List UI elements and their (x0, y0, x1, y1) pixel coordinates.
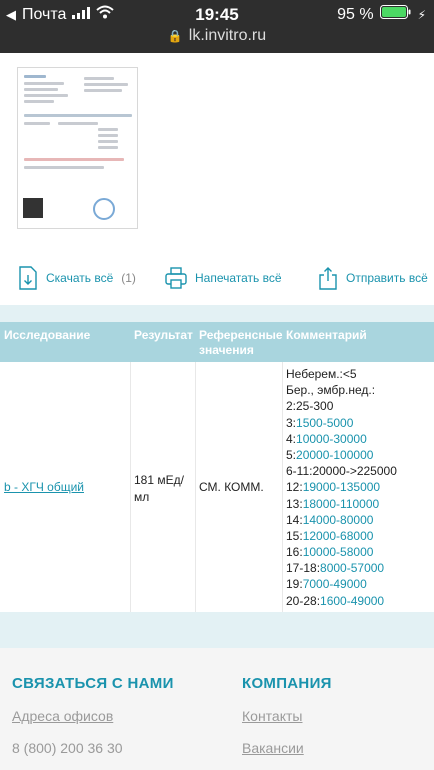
print-all-button[interactable] (165, 262, 282, 294)
battery-icon (380, 5, 412, 24)
comment-line (286, 512, 432, 528)
doc-logo-line (24, 75, 46, 78)
doc-line (84, 83, 128, 86)
doc-line (98, 140, 118, 143)
comment-label: 15: (286, 528, 303, 543)
phone-number[interactable]: 8 (800) 200 36 30 (12, 740, 123, 756)
comment-line (286, 398, 432, 414)
comment-label: 16: (286, 545, 303, 560)
column-divider (195, 362, 196, 612)
offices-link[interactable]: Адреса офисов (12, 708, 114, 724)
comment-line (286, 463, 432, 479)
comment-range: 14000-80000 (302, 512, 374, 527)
comment-range: 8000-57000 (320, 561, 385, 576)
document-actions (0, 262, 434, 294)
comment-range: 10000-58000 (302, 545, 374, 560)
comment-label: 5: (286, 447, 297, 462)
doc-line (24, 166, 104, 169)
doc-stamp (93, 198, 115, 220)
doc-line (24, 82, 64, 85)
doc-line (24, 94, 68, 97)
doc-line (98, 146, 118, 149)
test-name-cell (4, 480, 84, 494)
comment-range: 12000-68000 (302, 528, 374, 543)
comment-label: 12: (286, 480, 303, 495)
comment-label: 14: (286, 512, 303, 527)
doc-qr-code (23, 198, 43, 218)
comment-range: 10000-30000 (296, 431, 367, 446)
comment-range: 1600-49000 (320, 593, 385, 608)
comment-line (286, 415, 432, 431)
test-name-link[interactable]: b - ХГЧ общий (4, 480, 84, 494)
comment-line (286, 382, 432, 398)
status-carrier: Почта (22, 5, 67, 23)
status-time: 19:45 (195, 5, 239, 24)
comment-label: 2:25-300 (286, 399, 334, 414)
comment-line (286, 544, 432, 560)
comment-range: 20000-100000 (296, 447, 374, 462)
address-url: lk.invitro.ru (188, 27, 267, 44)
share-icon (318, 266, 338, 290)
comment-line (286, 576, 432, 592)
download-all-label: Скачать всё (46, 271, 114, 285)
comment-line (286, 431, 432, 447)
comment-label: 3: (286, 415, 297, 430)
browser-top-bar (0, 0, 434, 53)
comment-label: 6-11:20000->225000 (286, 464, 397, 479)
doc-line (98, 128, 118, 131)
printer-icon (165, 266, 187, 290)
comment-range: 1500-5000 (296, 415, 354, 430)
comment-label: 13: (286, 496, 303, 511)
send-all-label: Отправить всё (346, 271, 428, 285)
comment-cell (286, 366, 432, 609)
download-count: (1) (121, 271, 136, 285)
column-header-reference: Референсные значения (199, 328, 283, 357)
site-footer (0, 648, 434, 770)
comment-range: 7000-49000 (302, 577, 367, 592)
comment-label: Бер., эмбр.нед.: (286, 383, 376, 398)
doc-line (24, 114, 132, 117)
battery-percent: 95 % (337, 5, 374, 23)
comment-line (286, 496, 432, 512)
doc-line (84, 89, 122, 92)
comment-range: 19000-135000 (302, 480, 381, 495)
result-document-preview[interactable] (17, 67, 138, 229)
doc-line (24, 88, 58, 91)
status-bar (0, 0, 434, 28)
comment-line (286, 479, 432, 495)
table-row (0, 362, 434, 612)
reference-value: СМ. КОММ. (199, 480, 264, 494)
doc-line (24, 158, 124, 161)
vacancies-link[interactable]: Вакансии (242, 740, 304, 756)
download-icon (18, 266, 38, 290)
result-value: 181 мЕд/мл (134, 473, 184, 504)
comment-label: 19: (286, 577, 303, 592)
column-header-test: Исследование (4, 328, 91, 342)
results-table-header (0, 322, 434, 362)
print-all-label: Напечатать всё (195, 271, 282, 285)
address-bar[interactable] (0, 27, 434, 45)
doc-line (84, 77, 114, 80)
table-bottom-band (0, 612, 434, 648)
back-to-app-icon[interactable]: ◀ (6, 6, 16, 22)
column-header-comment: Комментарий (286, 328, 367, 342)
column-divider (130, 362, 131, 612)
charging-icon: ⚡ (417, 7, 426, 22)
column-divider (282, 362, 283, 612)
column-header-result: Результат (134, 328, 193, 342)
send-all-button[interactable] (318, 262, 428, 294)
comment-line (286, 528, 432, 544)
contact-heading: СВЯЗАТЬСЯ С НАМИ (12, 675, 174, 692)
doc-line (24, 100, 54, 103)
lock-icon: 🔒 (167, 29, 183, 43)
status-right (337, 5, 426, 24)
doc-line (98, 134, 118, 137)
download-all-button[interactable] (18, 262, 136, 294)
table-top-band (0, 305, 434, 322)
comment-line (286, 593, 432, 609)
comment-label: 20-28: (286, 593, 321, 608)
comment-line (286, 447, 432, 463)
comment-line (286, 366, 432, 382)
comment-line (286, 560, 432, 576)
comment-range: 18000-110000 (302, 496, 380, 511)
comment-label: 17-18: (286, 561, 321, 576)
company-heading: КОМПАНИЯ (242, 675, 332, 692)
doc-line (58, 122, 98, 125)
comment-label: Неберем.:<5 (286, 367, 357, 381)
comment-label: 4: (286, 431, 297, 446)
contacts-link[interactable]: Контакты (242, 708, 303, 724)
doc-line (24, 122, 50, 125)
